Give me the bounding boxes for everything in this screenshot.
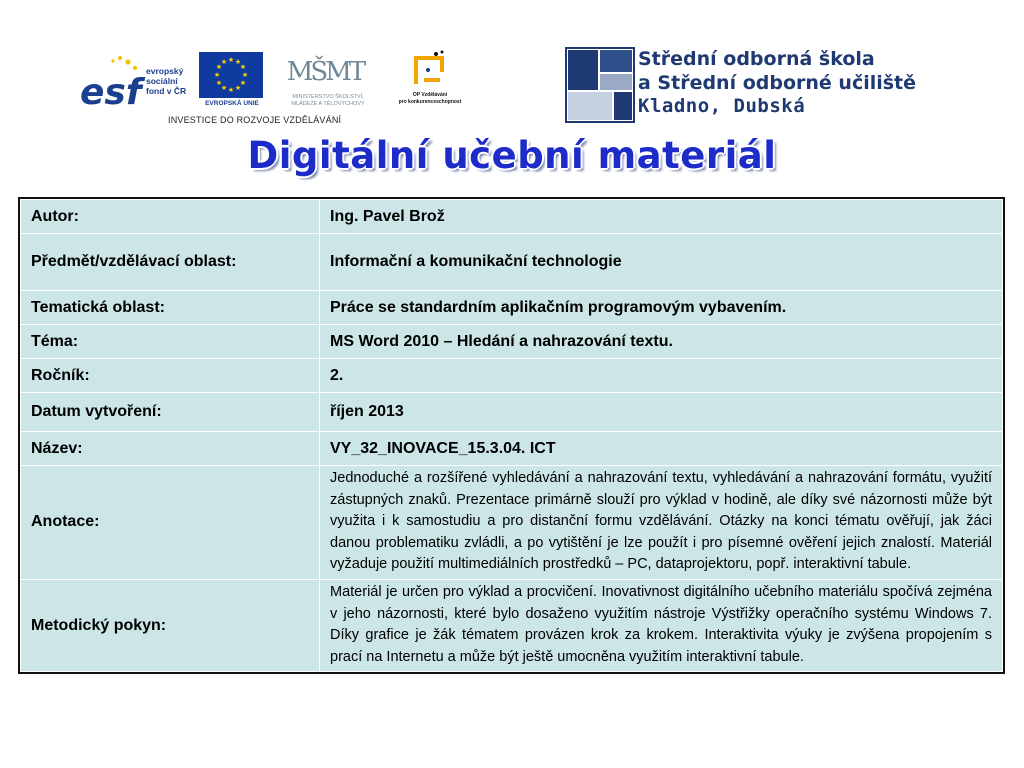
svg-text:★: ★ — [215, 63, 223, 71]
table-row — [21, 234, 1003, 291]
investice-label: INVESTICE DO ROZVOJE VZDĚLÁVÁNÍ — [168, 115, 342, 125]
op-logo — [406, 50, 450, 88]
table-row — [21, 291, 1003, 325]
esf-logo — [80, 52, 142, 113]
msmt-logo — [286, 50, 364, 92]
svg-text:★: ★ — [234, 58, 242, 66]
eu-label: EVROPSKÁ UNIE — [205, 100, 259, 107]
row-value-tema: MS Word 2010 – Hledání a nahrazování textu. — [320, 325, 1003, 359]
row-label-nazev: Název: — [21, 432, 320, 466]
school-name: Střední odborná škola a Střední odborné učiliště Kladno, Dubská — [638, 48, 917, 117]
table-row — [21, 393, 1003, 432]
table-row — [21, 359, 1003, 393]
table-row — [21, 200, 1003, 234]
row-value-predmet: Informační a komunikační technologie — [320, 234, 1003, 291]
row-label-metodicky-pokyn: Metodický pokyn: — [21, 579, 320, 671]
svg-text:★: ★ — [241, 71, 249, 79]
op-label: OP Vzdělávání pro konkurenceschopnost — [398, 92, 462, 105]
svg-text:★: ★ — [239, 63, 247, 71]
esf-label: evropský sociální fond v ČR — [146, 66, 187, 96]
row-value-nazev: VY_32_INOVACE_15.3.04. ICT — [320, 432, 1003, 466]
row-value-datum: říjen 2013 — [320, 393, 1003, 432]
svg-text:★: ★ — [234, 84, 242, 92]
material-info-table — [20, 199, 1003, 672]
svg-text:★: ★ — [220, 84, 228, 92]
eu-flag-icon — [199, 52, 263, 98]
row-value-tematicka-oblast: Práce se standardním aplikačním programovým vybavením. — [320, 291, 1003, 325]
svg-text:★: ★ — [239, 79, 247, 87]
row-value-autor: Ing. Pavel Brož — [320, 200, 1003, 234]
school-emblem-icon — [566, 48, 634, 122]
table-row — [21, 579, 1003, 671]
svg-text:★: ★ — [227, 86, 235, 94]
row-label-predmet: Předmět/vzdělávací oblast: — [21, 234, 320, 291]
svg-text:★: ★ — [227, 56, 235, 64]
row-label-tema: Téma: — [21, 325, 320, 359]
row-value-rocnik: 2. — [320, 359, 1003, 393]
svg-text:esf: esf — [80, 72, 142, 113]
row-label-datum: Datum vytvoření: — [21, 393, 320, 432]
svg-text:MŠMT: MŠMT — [286, 57, 364, 87]
svg-text:★: ★ — [213, 71, 221, 79]
row-label-anotace: Anotace: — [21, 466, 320, 580]
row-label-tematicka-oblast: Tematická oblast: — [21, 291, 320, 325]
page-title: Digitální učební materiál — [247, 134, 777, 177]
row-label-rocnik: Ročník: — [21, 359, 320, 393]
table-row — [21, 325, 1003, 359]
row-value-metodicky-pokyn: Materiál je určen pro výklad a procvičení. Inovativnost digitálního učebního materiálu spočívá zejména v jeho názornosti, které bylo dosaženo využitím nástroje Výstřižky operačního systému Windows 7. Díky grafice je žák tématem provázen krok za krokem. Interaktivita výuky je zvýšena propojením s prací na Internetu a může být ještě umocněna využitím interaktivní tabule. — [320, 579, 1003, 671]
partner-logos — [68, 44, 473, 128]
row-value-anotace: Jednoduché a rozšířené vyhledávání a nahrazování textu, vyhledávání a nahrazování formátu, využití zástupných znaků. Prezentace primárně slouží pro výklad v hodině, ale díky své názornosti může být využita i k samostudiu a pro distanční formu vzdělávání. Otázky na konci tématu ověřují, jak žáci danou problematiku zvládli, a po vytištění je lze použít i pro písemné ověření jejich znalostí. Materiál vyžaduje použití multimediálních prostředků – PC, dataprojektoru, popř. interaktivní tabule. — [320, 466, 1003, 580]
table-row — [21, 466, 1003, 580]
table-row — [21, 432, 1003, 466]
school-logo — [566, 48, 921, 122]
row-label-autor: Autor: — [21, 200, 320, 234]
svg-text:★: ★ — [220, 58, 228, 66]
msmt-label: MINISTERSTVO ŠKOLSTVÍ, MLÁDEŽE A TĚLOVÝCHOVY — [291, 94, 365, 107]
svg-text:★: ★ — [215, 79, 223, 87]
